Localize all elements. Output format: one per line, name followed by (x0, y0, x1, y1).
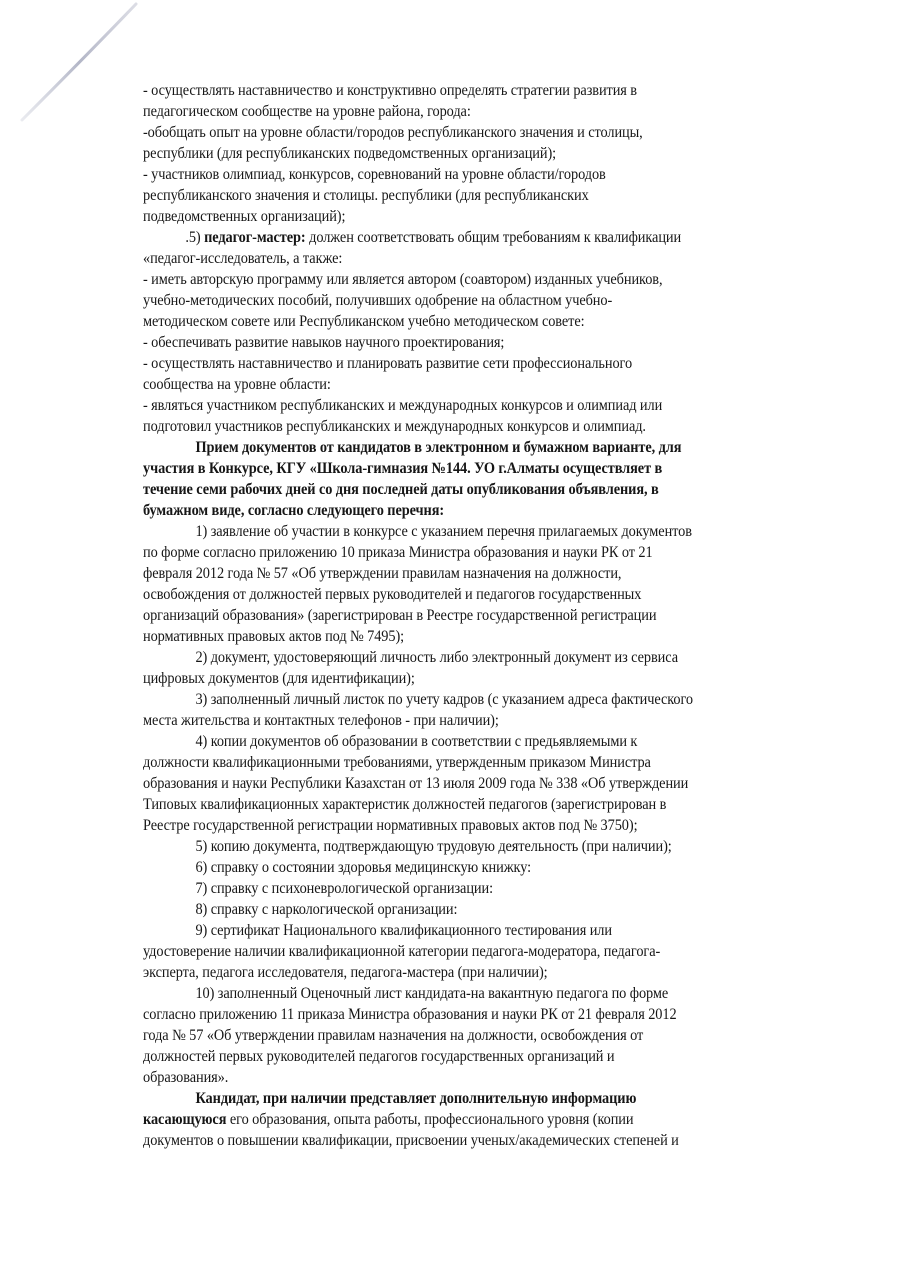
text-line: - осуществлять наставничество и планировать развитие сети профессионального (143, 355, 633, 372)
text-line: согласно приложению 11 приказа Министра образования и науки РК от 21 февраля 2012 (143, 1006, 677, 1023)
candidate-paragraph (143, 1088, 883, 1151)
document-item-9 (143, 920, 883, 983)
text-line: документов о повышении квалификации, присвоении ученых/академических степеней и (143, 1132, 679, 1149)
document-item-1 (143, 521, 883, 647)
text-line: 8) справку с наркологической организации: (195, 901, 458, 918)
text-line: по форме согласно приложению 10 приказа Министра образования и науки РК от 21 (143, 544, 653, 561)
text-line: 6) справку о состоянии здоровья медицинскую книжку: (195, 859, 531, 876)
text-line: Типовых квалификационных характеристик должностей педагогов (зарегистрирован в (143, 796, 667, 813)
reception-heading (143, 437, 883, 521)
master-heading-line (143, 227, 824, 248)
document-item-2 (143, 647, 883, 689)
heading-line: Прием документов от кандидатов в электронном и бумажном варианте, для (195, 439, 682, 456)
master-requirement (143, 332, 883, 353)
document-page (143, 80, 883, 1151)
master-term: педагог-мастер: (204, 229, 306, 246)
text-line: 7) справку с психоневрологической организации: (195, 880, 493, 897)
intro-item (143, 122, 883, 164)
text-line: должности квалификационными требованиями, утвержденным приказом Министра (143, 754, 651, 771)
text-line: подготовил участников республиканских и международных конкурсов и олимпиад. (143, 418, 646, 435)
text-line: республиканского значения и столицы. республики (для республиканских (143, 187, 589, 204)
text-line: года № 57 «Об утверждении правилам назначения на должности, освобождения от (143, 1027, 644, 1044)
document-item-6 (143, 857, 883, 878)
master-requirement (143, 269, 883, 332)
master-number: .5) (185, 229, 201, 246)
text-line: учебно-методических пособий, получивших одобрение на областном учебно- (143, 292, 613, 309)
text-line: сообщества на уровне области: (143, 376, 331, 393)
text-line: 3) заполненный личный листок по учету кадров (с указанием адреса фактического (195, 691, 694, 708)
text-line: февраля 2012 года № 57 «Об утверждении правилам назначения на должности, (143, 565, 622, 582)
document-item-7 (143, 878, 883, 899)
text-line: - иметь авторскую программу или является автором (соавтором) изданных учебников, (143, 271, 663, 288)
document-item-4 (143, 731, 883, 836)
intro-item (143, 164, 883, 227)
text-line: республики (для республиканских подведомственных организаций); (143, 145, 557, 162)
line-rest: его образования, опыта работы, профессионального уровня (копии (226, 1111, 634, 1128)
text-line: образования». (143, 1069, 229, 1086)
text-line: нормативных правовых актов под № 7495); (143, 628, 405, 645)
master-section (143, 227, 883, 437)
text-line: 2) документ, удостоверяющий личность либо электронный документ из сервиса (195, 649, 678, 666)
text-line (143, 1109, 824, 1130)
text-line: 10) заполненный Оценочный лист кандидата-на вакантную педагога по форме (195, 985, 669, 1002)
text-line: 1) заявление об участии в конкурсе с указанием перечня прилагаемых документов (195, 523, 692, 540)
text-line: удостоверение наличии квалификационной категории педагога-модератора, педагога- (143, 943, 661, 960)
text-line: 5) копию документа, подтверждающую трудовую деятельность (при наличии); (195, 838, 672, 855)
pen-mark-decoration (18, 2, 140, 122)
text-line: освобождения от должностей первых руководителей и педагогов государственных (143, 586, 642, 603)
intro-item (143, 80, 883, 122)
text-line: подведомственных организаций); (143, 208, 346, 225)
text-line: - участников олимпиад, конкурсов, соревнований на уровне области/городов (143, 166, 606, 183)
text-line: Реестре государственной регистрации нормативных правовых актов под № 3750); (143, 817, 638, 834)
text-line: - являться участником республиканских и международных конкурсов и олимпиад или (143, 397, 663, 414)
text-line: - осуществлять наставничество и конструктивно определять стратегии развития в (143, 82, 637, 99)
text-line: эксперта, педагога исследователя, педагога-мастера (при наличии); (143, 964, 548, 981)
text-line: места жительства и контактных телефонов - при наличии); (143, 712, 499, 729)
text-line: организаций образования» (зарегистрирован в Реестре государственной регистрации (143, 607, 657, 624)
text-line: - обеспечивать развитие навыков научного проектирования; (143, 334, 505, 351)
text-line: образования и науки Республики Казахстан от 13 июля 2009 года № 338 «Об утверждении (143, 775, 689, 792)
master-requirement (143, 353, 883, 395)
master-description: должен соответствовать общим требованиям к квалификации (309, 229, 682, 246)
document-item-10 (143, 983, 883, 1088)
text-line: 4) копии документов об образовании в соответствии с предьявляемыми к (195, 733, 638, 750)
document-item-3 (143, 689, 883, 731)
text-line: должностей первых руководителей педагогов государственных организаций и (143, 1048, 615, 1065)
master-requirement (143, 395, 883, 437)
heading-line: участия в Конкурсе, КГУ «Школа-гимназия №144. УО г.Алматы осуществляет в (143, 460, 663, 477)
document-item-8 (143, 899, 883, 920)
text-line: методическом совете или Республиканском учебно методическом совете: (143, 313, 585, 330)
documents-list (143, 521, 883, 1088)
text-line: «педагог-исследователь, а также: (143, 250, 343, 267)
text-line: педагогическом сообществе на уровне района, города: (143, 103, 471, 120)
intro-items (143, 80, 883, 227)
heading-line: течение семи рабочих дней со дня последней даты опубликования объявления, в (143, 481, 659, 498)
document-item-5 (143, 836, 883, 857)
bold-word: касающуюся (143, 1111, 227, 1128)
heading-line: бумажном виде, согласно следующего перечня: (143, 502, 445, 519)
text-line: цифровых документов (для идентификации); (143, 670, 415, 687)
text-line: -обобщать опыт на уровне области/городов республиканского значения и столицы, (143, 124, 643, 141)
heading-line: Кандидат, при наличии представляет дополнительную информацию (195, 1090, 637, 1107)
text-line: 9) сертификат Национального квалификационного тестирования или (195, 922, 612, 939)
